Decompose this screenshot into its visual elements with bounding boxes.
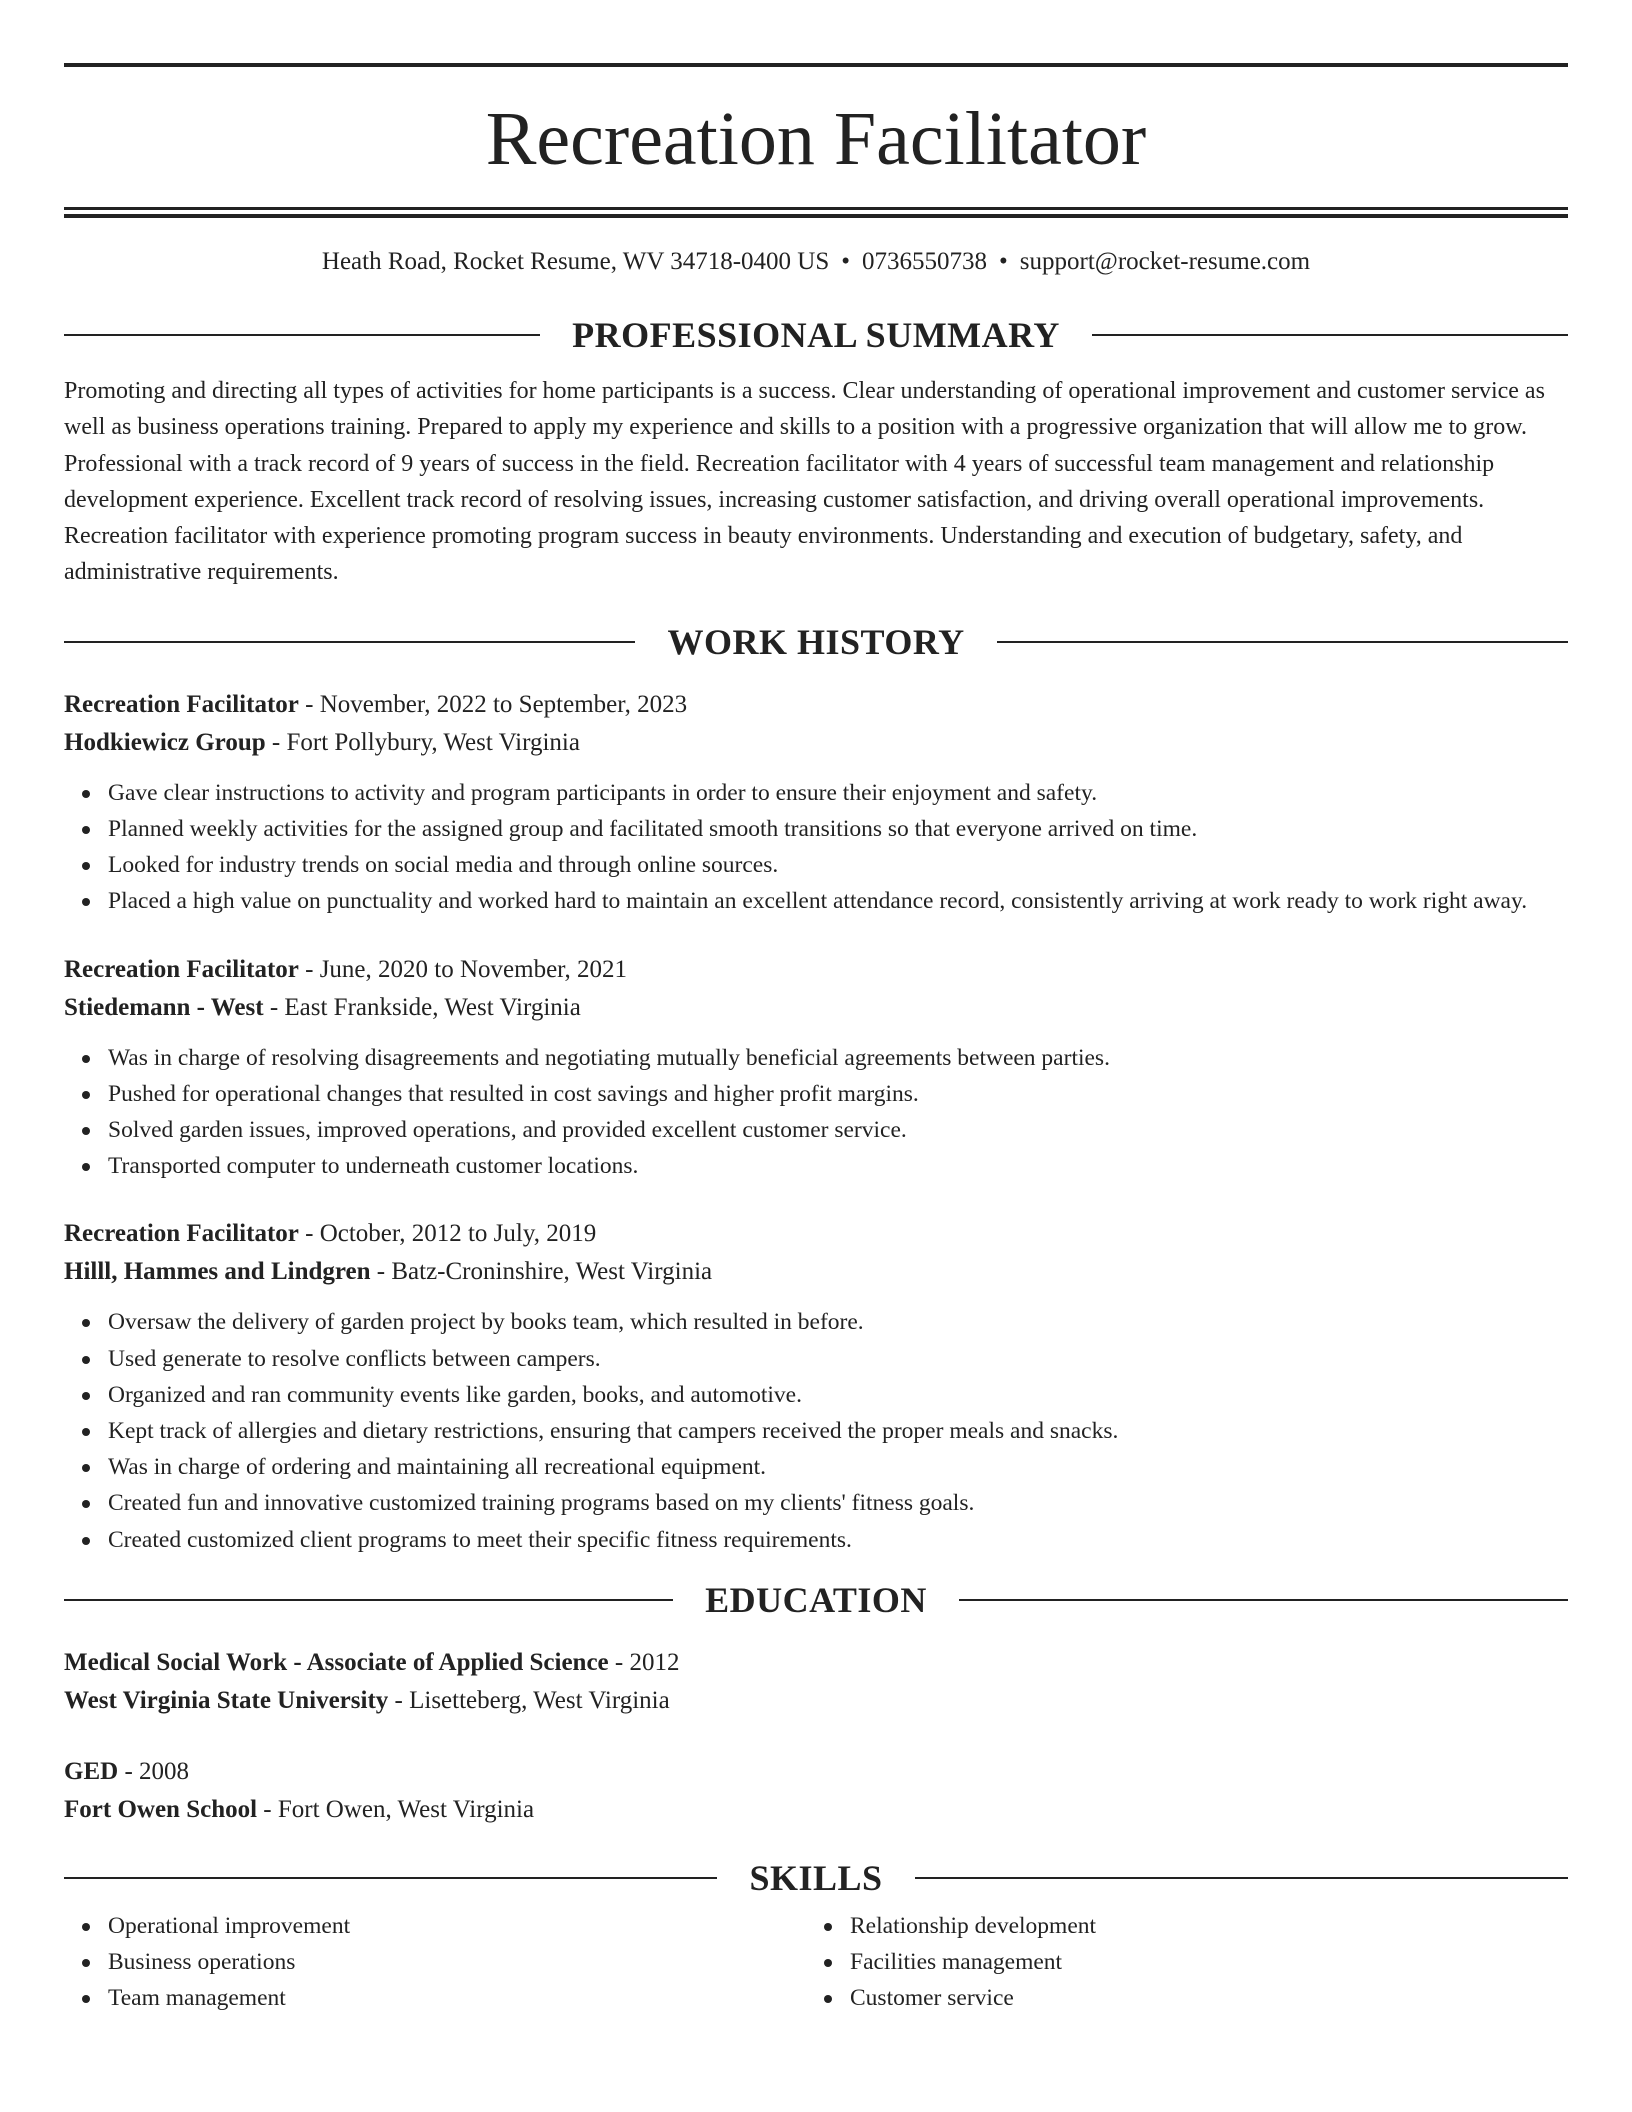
- education-degree-line: [64, 1644, 1568, 1682]
- education-school: Fort Owen School: [64, 1795, 258, 1823]
- list-item: Pushed for operational changes that resulted in cost savings and higher profit margins.: [64, 1076, 1568, 1112]
- list-item: Used generate to resolve conflicts between campers.: [64, 1341, 1568, 1377]
- education-degree-line: [64, 1753, 1568, 1791]
- job-location: - Batz-Croninshire, West Virginia: [370, 1258, 713, 1286]
- list-item: Looked for industry trends on social media and through online sources.: [64, 847, 1568, 883]
- title-double-rule: [64, 207, 1568, 218]
- job-title: Recreation Facilitator: [64, 1220, 299, 1248]
- section-heading-education: EDUCATION: [64, 1582, 1568, 1618]
- job-company: Hilll, Hammes and Lindgren: [64, 1258, 371, 1286]
- skills-column-right: [806, 1908, 1548, 2017]
- list-item: Transported computer to underneath customer locations.: [64, 1148, 1568, 1184]
- skill-item: Relationship development: [806, 1908, 1548, 1944]
- list-item: Planned weekly activities for the assigned group and facilitated smooth transitions so that everyone arrived on time.: [64, 811, 1568, 847]
- skill-item: Customer service: [806, 1980, 1548, 2016]
- job-entry: [64, 1215, 1568, 1557]
- top-rule: [64, 63, 1568, 67]
- contact-email: support@rocket-resume.com: [1019, 248, 1311, 275]
- list-item: Placed a high value on punctuality and worked hard to maintain an excellent attendance record, consistently arriving at work ready to work right away.: [64, 883, 1568, 919]
- job-bullets: [64, 775, 1568, 920]
- list-item: Created fun and innovative customized training programs based on my clients' fitness goals.: [64, 1485, 1568, 1521]
- job-dates: - June, 2020 to November, 2021: [298, 955, 627, 983]
- contact-separator: •: [841, 248, 851, 275]
- list-item: Was in charge of ordering and maintaining all recreational equipment.: [64, 1449, 1568, 1485]
- skill-item: Team management: [64, 1980, 806, 2016]
- section-heading-summary: PROFESSIONAL SUMMARY: [64, 317, 1568, 353]
- job-company-line: [64, 724, 1568, 762]
- education-year: - 2012: [608, 1648, 680, 1676]
- skills-column-left: [64, 1908, 806, 2017]
- education-school: West Virginia State University: [64, 1686, 389, 1714]
- contact-separator: •: [999, 248, 1008, 275]
- contact-phone: 0736550738: [862, 248, 988, 275]
- contact-line: [64, 247, 1568, 277]
- job-title: Recreation Facilitator: [64, 955, 299, 983]
- list-item: Organized and ran community events like garden, books, and automotive.: [64, 1377, 1568, 1413]
- list-item: Gave clear instructions to activity and program participants in order to ensure their enjoyment and safety.: [64, 775, 1568, 811]
- education-entry: [64, 1644, 1568, 1720]
- job-title-line: [64, 1215, 1568, 1253]
- education-year: - 2008: [118, 1757, 190, 1785]
- education-school-line: [64, 1682, 1568, 1720]
- job-bullets: [64, 1040, 1568, 1185]
- contact-address: Heath Road, Rocket Resume, WV 34718-0400 US: [321, 248, 830, 275]
- list-item: Was in charge of resolving disagreements and negotiating mutually beneficial agreements between parties.: [64, 1040, 1568, 1076]
- resume-page: [0, 63, 1632, 2112]
- job-title-line: [64, 686, 1568, 724]
- list-item: Solved garden issues, improved operations, and provided excellent customer service.: [64, 1112, 1568, 1148]
- section-heading-work-history: WORK HISTORY: [64, 624, 1568, 660]
- skills-grid: [64, 1908, 1568, 2017]
- job-location: - Fort Pollybury, West Virginia: [265, 728, 580, 756]
- job-dates: - October, 2012 to July, 2019: [298, 1220, 597, 1248]
- summary-text: Promoting and directing all types of activities for home participants is a success. Clear understanding of operational improvement and customer service as well as business operations training. Prepared to apply my experience and skills to a position with a progressive organization that will allow me to grow. Professional with a track record of 9 years of success in the field. Recreation facilitator with 4 years of successful team management and relationship development experience. Excellent track record of resolving issues, increasing customer satisfaction, and driving overall operational improvements. Recreation facilitator with experience promoting program success in beauty environments. Understanding and execution of budgetary, safety, and administrative requirements.: [64, 378, 1545, 586]
- job-entry: [64, 951, 1568, 1185]
- education-school-line: [64, 1791, 1568, 1829]
- job-company: Stiedemann - West: [64, 993, 264, 1021]
- job-company-line: [64, 989, 1568, 1027]
- education-degree: GED: [64, 1757, 119, 1785]
- skill-item: Business operations: [64, 1944, 806, 1980]
- list-item: Oversaw the delivery of garden project by books team, which resulted in before.: [64, 1304, 1568, 1340]
- job-title-line: [64, 951, 1568, 989]
- education-location: - Lisetteberg, West Virginia: [388, 1686, 670, 1714]
- section-heading-skills: SKILLS: [64, 1860, 1568, 1896]
- skill-item: Facilities management: [806, 1944, 1548, 1980]
- job-bullets: [64, 1304, 1568, 1557]
- job-company: Hodkiewicz Group: [64, 728, 266, 756]
- job-company-line: [64, 1253, 1568, 1291]
- education-entry: [64, 1753, 1568, 1829]
- job-dates: - November, 2022 to September, 2023: [298, 690, 688, 718]
- job-entry: [64, 686, 1568, 920]
- resume-title: Recreation Facilitator: [485, 97, 1147, 181]
- education-degree: Medical Social Work - Associate of Applied Science: [64, 1648, 609, 1676]
- skill-item: Operational improvement: [64, 1908, 806, 1944]
- job-title: Recreation Facilitator: [64, 690, 299, 718]
- list-item: Created customized client programs to meet their specific fitness requirements.: [64, 1522, 1568, 1558]
- list-item: Kept track of allergies and dietary restrictions, ensuring that campers received the proper meals and snacks.: [64, 1413, 1568, 1449]
- education-location: - Fort Owen, West Virginia: [257, 1795, 535, 1823]
- job-location: - East Frankside, West Virginia: [263, 993, 581, 1021]
